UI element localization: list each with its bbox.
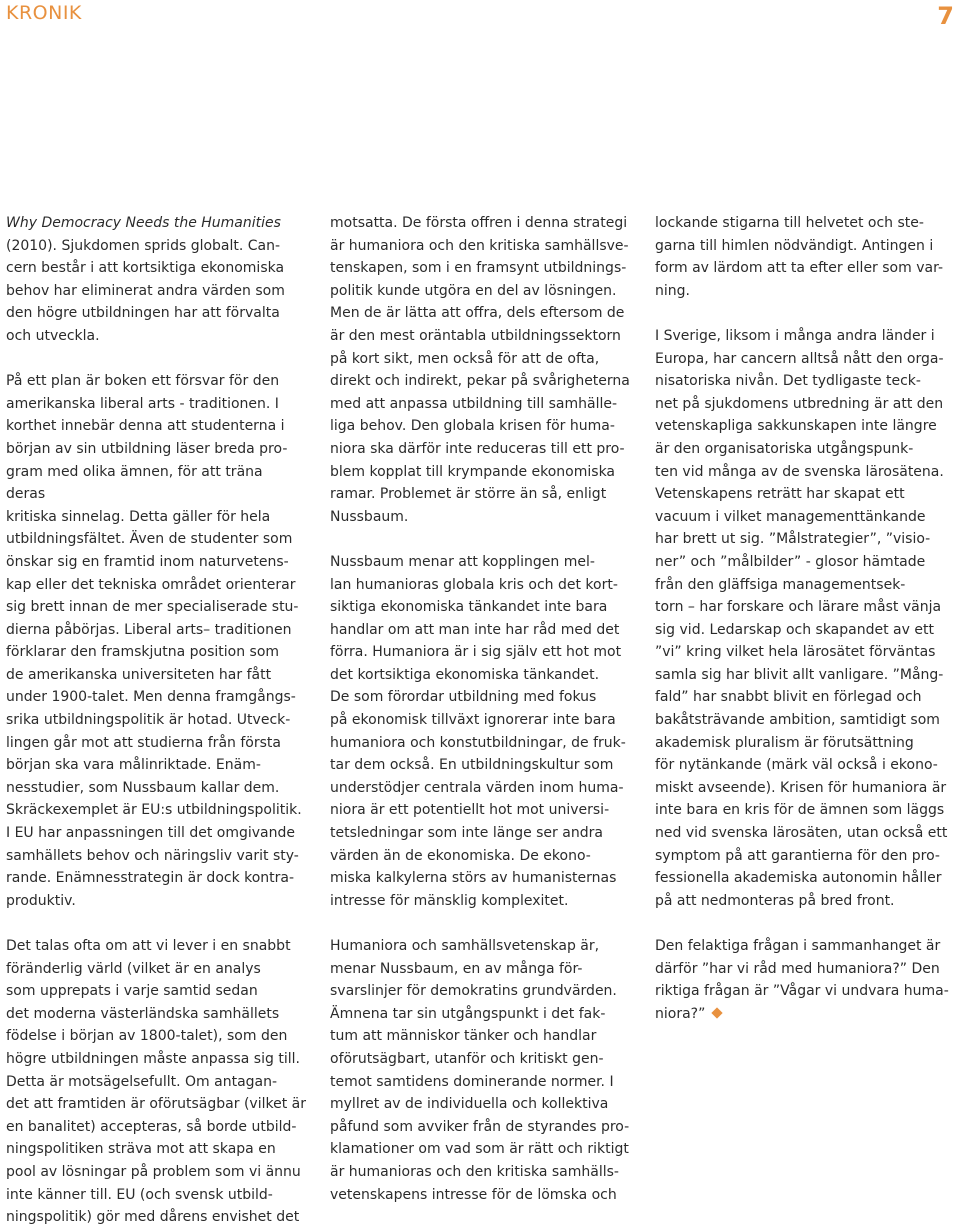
paragraph: motsatta. De första offren i denna strategi är humaniora och den kritiska samhällsve- tenskapen, som i en framsynt utbildnings- politik kunde utgöra en del av lösningen. Men de är lätta att offra, dels eftersom de är den mest oräntabla utbildningssektorn på kort sikt, men också för att de ofta, direkt och indirekt, pekar på svårigheterna med att anpassa utbildning till samhälle- liga behov. Den globala krisen för huma- niora ska därför inte reduceras till ett pro- blem kopplat till krympande ekonomiska ramar. Problemet är större än så, enligt Nussbaum. (330, 215, 630, 525)
paragraph (6, 212, 306, 348)
text-column-1 (6, 212, 306, 1229)
page-header (0, 0, 960, 40)
page-number: 7 (937, 2, 954, 30)
text-column-2 (330, 212, 630, 1206)
paragraph-text: (2010). Sjukdomen sprids globalt. Can- cern består i att kortsiktiga ekonomiska behov har eliminerat andra värden som den högre utbildningen har att förvalta och utveckla. (6, 237, 285, 344)
paragraph: På ett plan är boken ett försvar för den amerikanska liberal arts - traditionen. I korthet innebär denna att studenterna i början av sin utbildning läser breda pro- gram med olika ämnen, för att träna deras kritiska sinnelag. Detta gäller för hela utbildningsfältet. Även de studenter som önskar sig en framtid inom naturvetens- kap eller det tekniska området orienterar sig brett innan de mer specialiserade stu- dierna påbörjas. Liberal arts– traditionen förklarar den framskjutna position som de amerikanska universiteten har fått under 1900-talet. Men denna framgångs- srika utbildningspolitik är hotad. Utveck- lingen går mot att studierna från första början ska vara målinriktade. Enäm- nesstudier, som Nussbaum kallar dem. Skräckexemplet är EU:s utbildningspolitik. I EU har anpassningen till det omgivande samhällets behov och näringsliv varit sty- rande. Enämnesstrategin är dock kontra- produktiv. (6, 373, 302, 909)
book-title: Why Democracy Needs the Humanities (6, 215, 281, 231)
closing-paragraph (655, 935, 955, 1025)
paragraph-text: Den felaktiga frågan i sammanhanget är därför ”har vi råd med humaniora?” Den riktiga frågan är ”Vågar vi undvara huma- niora?” (655, 938, 949, 1022)
paragraph: Det talas ofta om att vi lever i en snabbt föränderlig värld (vilket är en analys som upprepats i varje samtid sedan det moderna västerländska samhällets födelse i början av 1800-talet), som den högre utbildningen måste anpassa sig till. Detta är motsägelsefullt. Om antagan- det att framtiden är oförutsägbar (vilket är en banalitet) accepteras, så borde utbild- ningspolitiken sträva mot att skapa en pool av lösningar på problem som vi ännu inte känner till. EU (och svensk utbild- ningspolitik) gör med dårens envishet det (6, 938, 306, 1226)
paragraph: lockande stigarna till helvetet och ste- garna till himlen nödvändigt. Antingen i form av lärdom att ta efter eller som var- ning. (655, 215, 943, 299)
text-column-3 (655, 212, 955, 1025)
diamond-end-mark-icon (712, 1007, 723, 1018)
paragraph: I Sverige, liksom i många andra länder i Europa, har cancern alltså nått den orga- nisatoriska nivån. Det tydligaste teck- net på sjukdomens utbredning är att den vetenskapliga sakkunskapen inte längre är den organisatoriska utgångspunk- ten vid många av de svenska lärosätena. Vetenskapens reträtt har skapat ett vacuum i vilket managementtänkande har brett ut sig. ”Målstrategier”, ”visio- ner” och ”målbilder” - glosor hämtade från den gläffsiga managementsek- torn – har forskare och lärare måst vänja sig vid. Ledarskap och skapandet av ett ”vi” kring vilket hela lärosätet förväntas samla sig har blivit allt vanligare. ”Mång- fald” har snabbt blivit en förlegad och bakåtsträvande ambition, samtidigt som akademisk pluralism är förutsättning för nytänkande (märk väl också i ekono- miskt avseende). Krisen för humaniora är inte bara en kris för de ämnen som läggs ned vid svenska lärosäten, utan också ett symptom på att garantierna för den pro- fessionella akademiska autonomin håller på att nedmonteras på bred front. (655, 327, 948, 909)
paragraph: Nussbaum menar att kopplingen mel- lan humanioras globala kris och det kort- siktiga ekonomiska tänkandet inte bara handlar om att man inte har råd med det förra. Humaniora är i sig själv ett hot mot det kortsiktiga ekonomiska tänkandet. De som förordar utbildning med fokus på ekonomisk tillväxt ignorerar inte bara humaniora och konstutbildningar, de fruk- tar dem också. En utbildningskultur som understödjer centrala värden inom huma- niora är ett potentiellt hot mot universi- tetsledningar som inte länge ser andra värden än de ekonomiska. De ekono- miska kalkylerna störs av humanisternas intresse för mänsklig komplexitet. (330, 553, 626, 909)
paragraph: Humaniora och samhällsvetenskap är, menar Nussbaum, en av många för- svarslinjer för demokratins grundvärden. Ämnena tar sin utgångspunkt i det fak- tum att människor tänker och handlar oförutsägbart, utanför och kritiskt gen- temot samtidens dominerande normer. I myllret av de individuella och kollektiva påfund som avviker från de styrandes pro- klamationer om vad som är rätt och riktigt är humanioras och den kritiska samhälls- vetenskapens intresse för de lömska och (330, 938, 630, 1203)
section-label: KRONIK (6, 2, 82, 24)
